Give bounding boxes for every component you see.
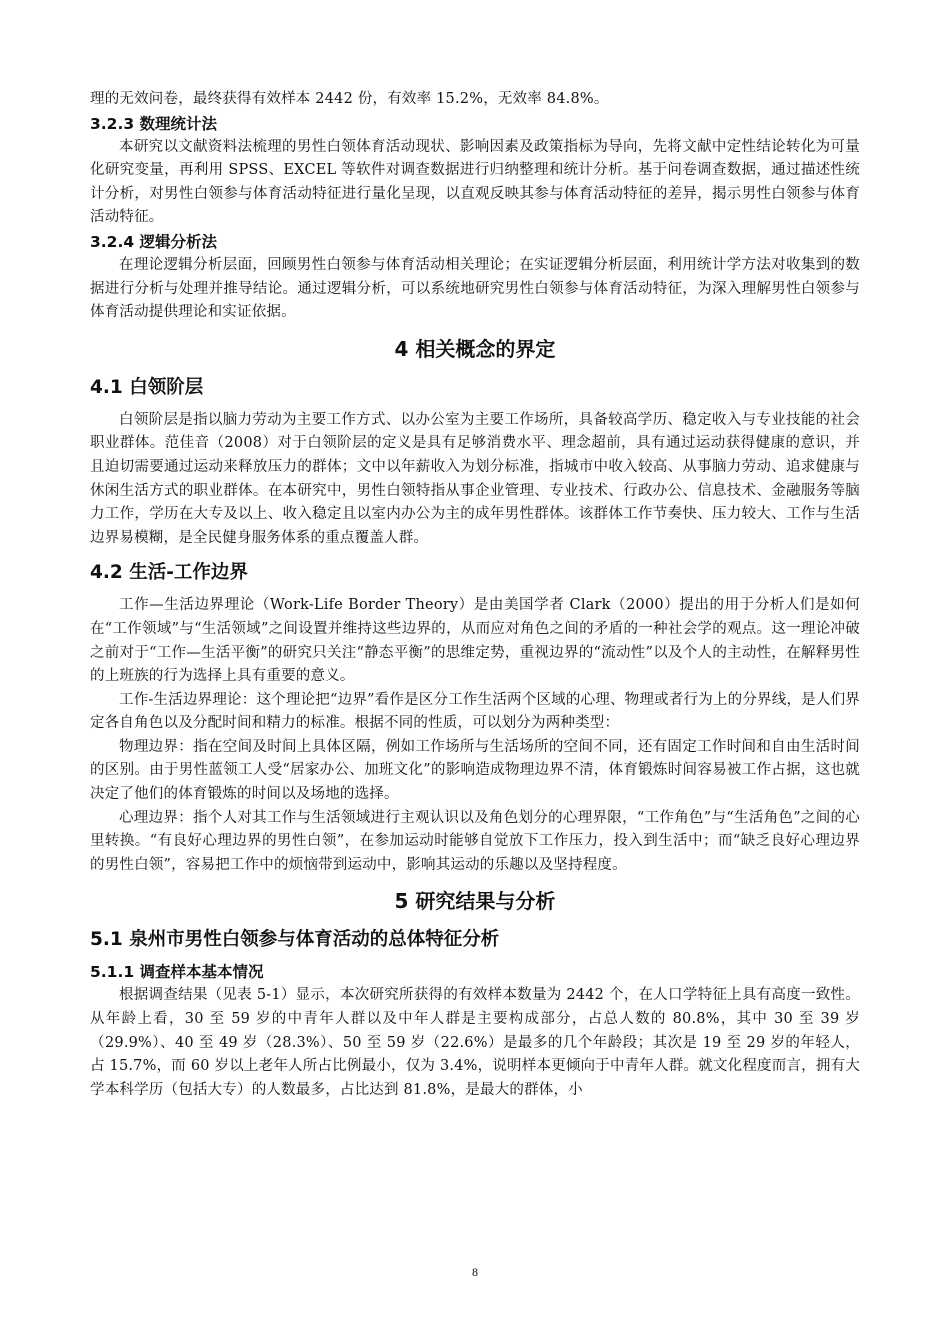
paragraph-4-2-d: 心理边界：指个人对其工作与生活领域进行主观认识以及角色划分的心理界限，“工作角色”与“生活角色”之间的心里转换。“有良好心理边界的男性白领”，在参加运动时能够自觉放下工作压力，投入到生活中；而“缺乏良好心理边界的男性白领”，容易把工作中的烦恼带到运动中，影响其运动的乐趣以及坚持程度。	[90, 809, 860, 873]
heading-5-1: 5.1 泉州市男性白领参与体育活动的总体特征分析	[90, 929, 500, 951]
heading-4-1: 4.1 白领阶层	[90, 376, 204, 398]
page-number: 8	[472, 1265, 478, 1279]
paragraph-4-2-a: 工作—生活边界理论（Work-Life Border Theory）是由美国学者 Clark（2000）提出的用于分析人们是如何在“工作领域”与“生活领域”之间设置并维持这些边界的，从而应对角色之间的矛盾的一种社会学的观点。这一理论冲破之前对于“工作—生活平衡”的研究只关注“静态平衡”的思维定势，重视边界的“流动性”以及个人的主动性，在解释男性的上班族的行为选择上具有重要的意义。	[90, 597, 860, 685]
paragraph-5-1-1: 根据调查结果（见表 5-1）显示，本次研究所获得的有效样本数量为 2442 个，在人口学特征上具有高度一致性。从年龄上看，30 至 59 岁的中青年人群以及中年人群是主要构成部分，占总人数的 80.8%，其中 30 至 39 岁（29.9%）、40 至 49 岁（28.3%）、50 至 59 岁（22.6%）是最多的几个年龄段；其次是 19 至 29 岁的年轻人，占 15.7%，而 60 岁以上老年人所占比例最小，仅为 3.4%，说明样本更倾向于中青年人群。就文化程度而言，拥有大学本科学历（包括大专）的人数最多，占比达到 81.8%，是最大的群体，小	[90, 987, 860, 1098]
paragraph-3-2-4: 在理论逻辑分析层面，回顾男性白领参与体育活动相关理论；在实证逻辑分析层面，利用统计学方法对收集到的数据进行分析与处理并推导结论。通过逻辑分析，可以系统地研究男性白领参与体育活动特征，为深入理解男性白领参与体育活动提供理论和实证依据。	[90, 256, 860, 321]
paragraph-intro: 理的无效问卷，最终获得有效样本 2442 份，有效率 15.2%，无效率 84.8%。	[90, 91, 609, 107]
paragraph-4-2-c: 物理边界：指在空间及时间上具体区隔，例如工作场所与生活场所的空间不同，还有固定工作时间和自由生活时间的区别。由于男性蓝领工人受“居家办公、加班文化”的影响造成物理边界不清，体育锻炼时间容易被工作占据，这也就决定了他们的体育锻炼的时间以及场地的选择。	[90, 738, 860, 803]
page-content	[90, 88, 860, 1102]
heading-3-2-3: 3.2.3 数理统计法	[90, 114, 218, 133]
paragraph-3-2-3: 本研究以文献资料法梳理的男性白领体育活动现状、影响因素及政策指标为导向，先将文献中定性结论转化为可量化研究变量，再利用 SPSS、EXCEL 等软件对调查数据进行归纳整理和统计分析。基于问卷调查数据，通过描述性统计分析，对男性白领参与体育活动特征进行量化呈现，以直观反映其参与体育活动特征的差异，揭示男性白领参与体育活动特征。	[90, 138, 860, 226]
heading-5-1-1: 5.1.1 调查样本基本情况	[90, 963, 264, 982]
heading-4-2: 4.2 生活-工作边界	[90, 562, 248, 584]
heading-3-2-4: 3.2.4 逻辑分析法	[90, 232, 218, 251]
paragraph-4-2-b: 工作-生活边界理论：这个理论把“边界”看作是区分工作生活两个区域的心理、物理或者行为上的分界线，是人们界定各自角色以及分配时间和精力的标准。根据不同的性质，可以划分为两种类型：	[90, 691, 860, 732]
chapter-heading-5: 5 研究结果与分析	[394, 889, 556, 914]
paragraph-4-1: 白领阶层是指以脑力劳动为主要工作方式、以办公室为主要工作场所，具备较高学历、稳定收入与专业技能的社会职业群体。范佳音（2008）对于白领阶层的定义是具有足够消费水平、理念超前，具有通过运动获得健康的意识，并且迫切需要通过运动来释放压力的群体；文中以年薪收入为划分标准，指城市中收入较高、从事脑力劳动、追求健康与休闲生活方式的职业群体。在本研究中，男性白领特指从事企业管理、专业技术、行政办公、信息技术、金融服务等脑力工作，学历在大专及以上、收入稳定且以室内办公为主的成年男性群体。该群体工作节奏快、压力较大、工作与生活边界易模糊，是全民健身服务体系的重点覆盖人群。	[90, 411, 860, 546]
chapter-heading-4: 4 相关概念的界定	[394, 336, 556, 361]
